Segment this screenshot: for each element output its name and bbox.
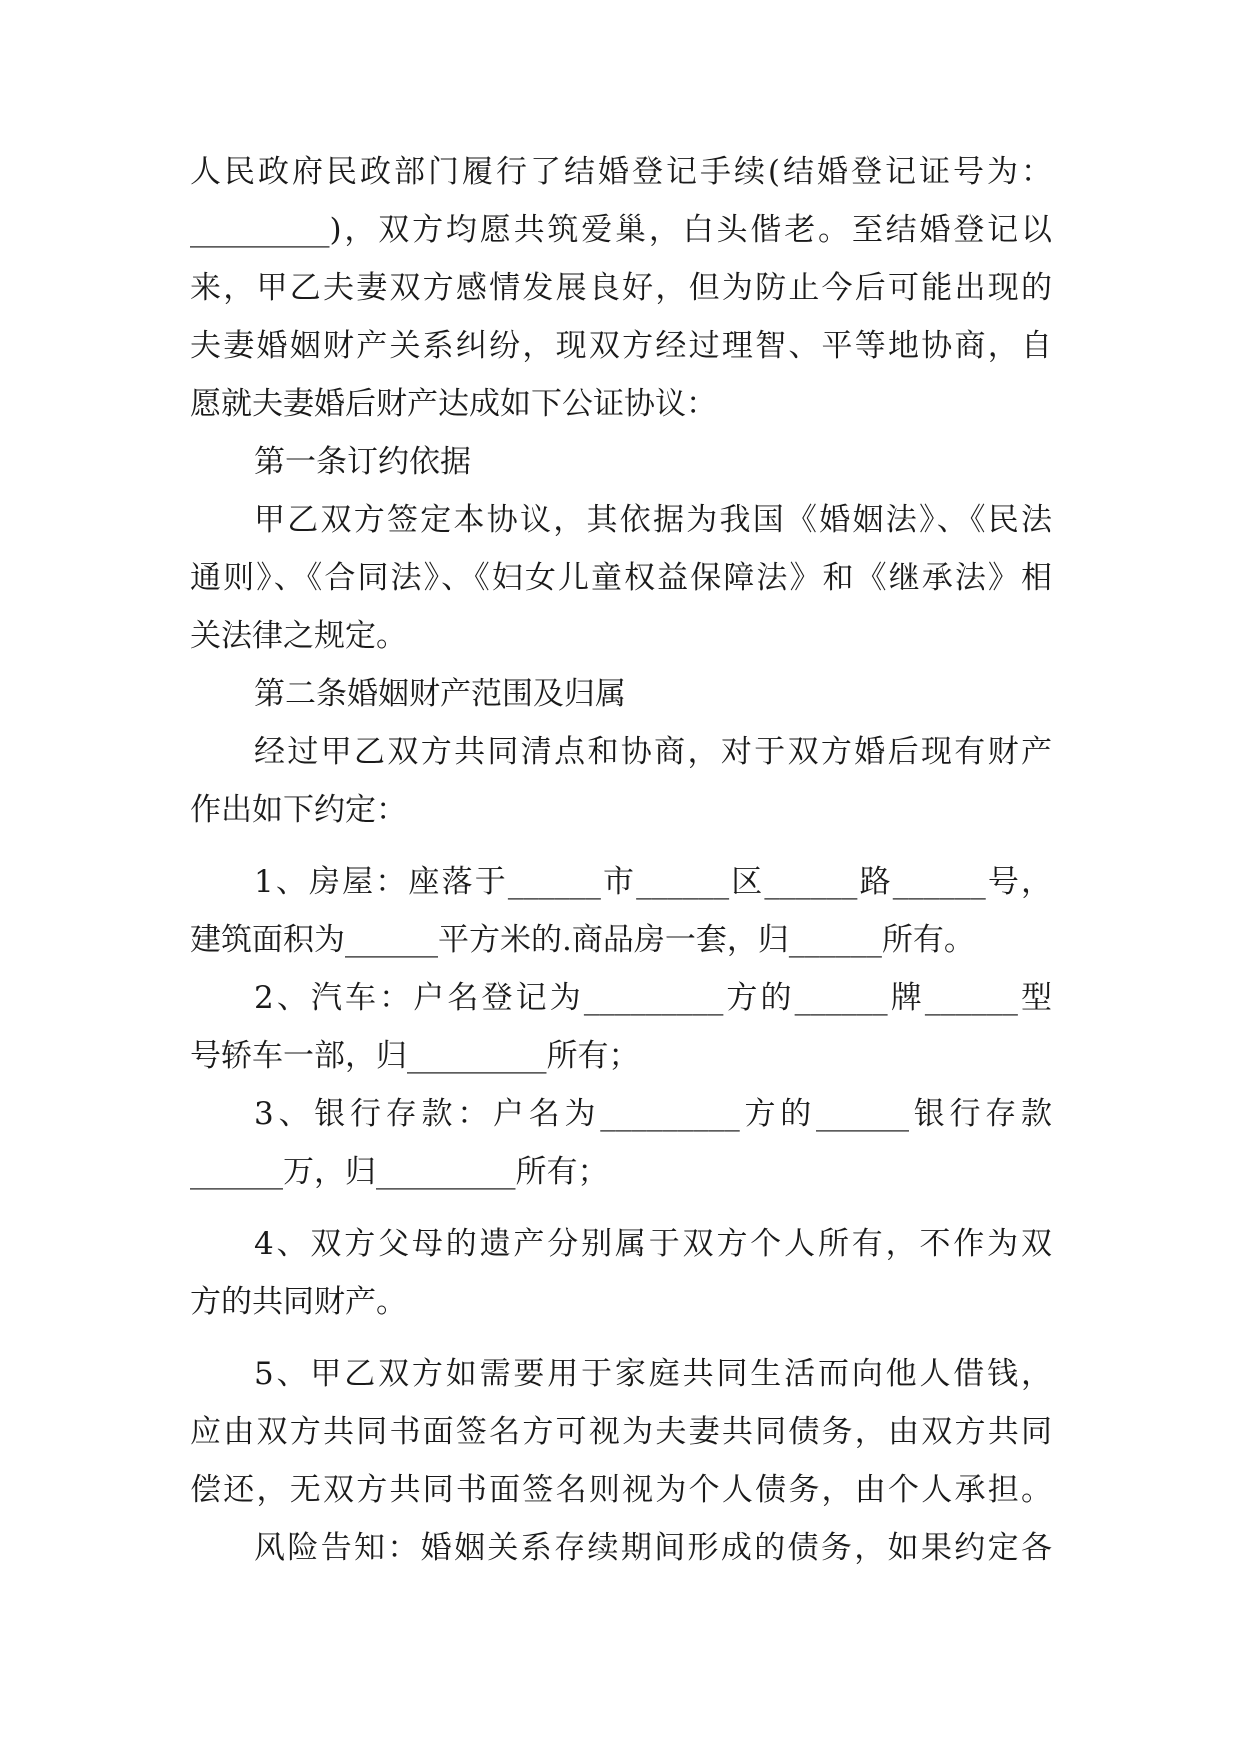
text-line: 偿还，无双方共同书面签名则视为个人债务，由个人承担。: [190, 1472, 1052, 1508]
text-line: 应由双方共同书面签名方可视为夫妻共同债务，由双方共同: [190, 1414, 1052, 1450]
clause-item: 1、房屋：座落于______市______区______路______号，: [254, 864, 1052, 900]
text-line: 来，甲乙夫妻双方感情发展良好，但为防止今后可能出现的: [190, 270, 1052, 306]
text-line: 人民政府民政部门履行了结婚登记手续(结婚登记证号为：: [190, 154, 1052, 190]
text-line: 建筑面积为______平方米的.商品房一套，归______所有。: [190, 922, 975, 958]
section-heading: 第二条婚姻财产范围及归属: [254, 676, 626, 712]
clause-item: 2、汽车：户名登记为_________方的______牌______型: [254, 980, 1052, 1016]
clause-item: 3、银行存款：户名为_________方的______银行存款: [254, 1096, 1052, 1132]
text-line: 甲乙双方签定本协议，其依据为我国《婚姻法》、《民法: [254, 502, 1052, 538]
text-line: 方的共同财产。: [190, 1284, 407, 1320]
text-line: 夫妻婚姻财产关系纠纷，现双方经过理智、平等地协商，自: [190, 328, 1052, 364]
text-line: ______万，归_________所有；: [190, 1154, 609, 1190]
text-line: 愿就夫妻婚后财产达成如下公证协议：: [190, 386, 717, 422]
text-line: 通则》、《合同法》、《妇女儿童权益保障法》和《继承法》相: [190, 560, 1052, 596]
clause-item: 5、甲乙双方如需要用于家庭共同生活而向他人借钱，: [254, 1356, 1052, 1392]
text-line: 风险告知：婚姻关系存续期间形成的债务，如果约定各: [254, 1530, 1052, 1566]
text-line: 号轿车一部，归_________所有；: [190, 1038, 640, 1074]
text-line: 经过甲乙双方共同清点和协商，对于双方婚后现有财产: [254, 734, 1052, 770]
clause-item: 4、双方父母的遗产分别属于双方个人所有，不作为双: [254, 1226, 1052, 1262]
text-line: _________)，双方均愿共筑爱巢，白头偕老。至结婚登记以: [190, 212, 1052, 248]
text-line: 关法律之规定。: [190, 618, 407, 654]
text-line: 作出如下约定：: [190, 792, 407, 828]
section-heading: 第一条订约依据: [254, 444, 471, 480]
